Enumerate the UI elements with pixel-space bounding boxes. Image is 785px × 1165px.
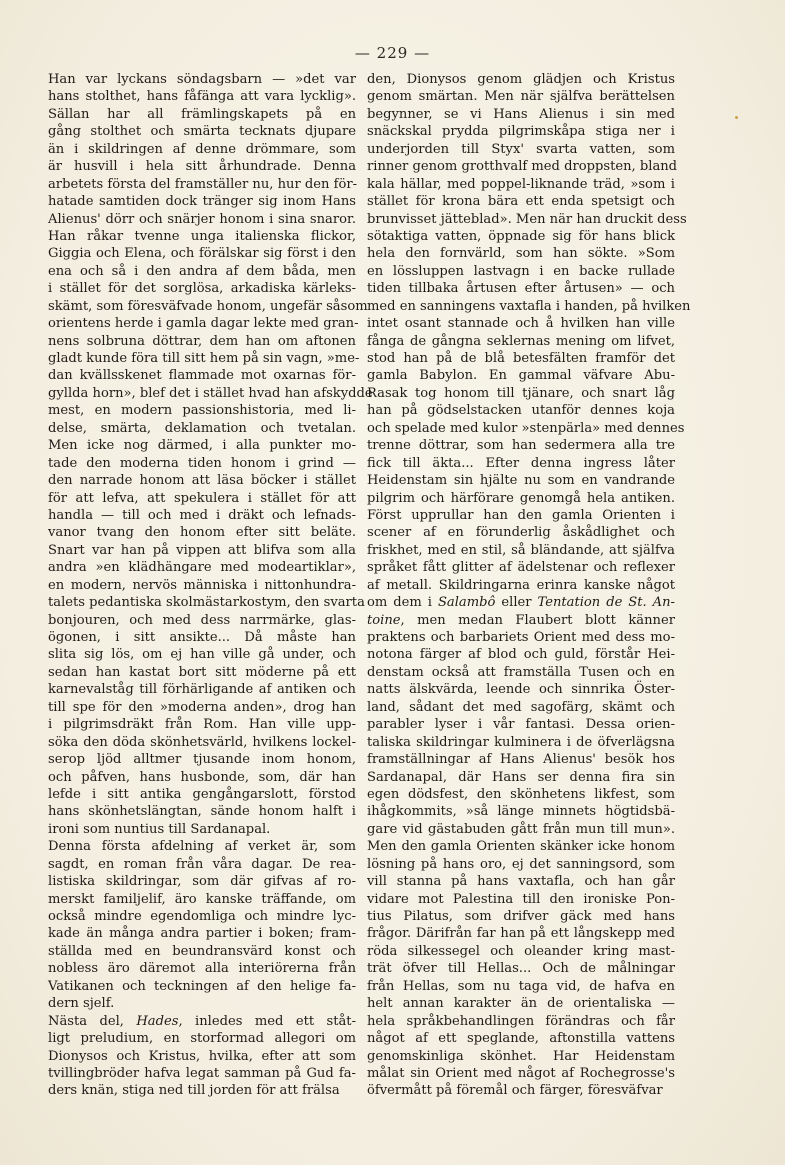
paper-speck: [735, 116, 738, 119]
text-line: slita sig lös, om ej han ville gå under, och: [48, 647, 356, 663]
text-line: nens solbruna döttrar, dem han om aftonen: [48, 333, 356, 349]
text-line: brunvisset jätteblad». Men när han druckit dess: [367, 211, 687, 227]
text-line: pilgrim och härförare genomgå hela antiken.: [367, 490, 675, 506]
text-line: gladt kunde föra till sitt hem på sin vagn, »me-: [48, 351, 360, 366]
text-line: Heidenstam sin hjälte nu som en vandrande: [367, 473, 675, 489]
text-line: karnevalståg till förhärligande af antiken och: [48, 682, 356, 698]
text-line: praktens och barbariets Orient med dess mo-: [367, 630, 675, 645]
text-line: vanor tvang den honom efter sitt beläte.: [48, 525, 356, 541]
text-line: i stället för det sorglösa, arkadiska kärleks-: [48, 281, 356, 297]
text-line: taliska skildringar kulminera i de öfverlägsna: [367, 734, 675, 750]
text-line: andra »en klädhängare med modeartiklar»,: [48, 560, 356, 576]
text-line: bonjouren, och med dess narrmärke, glas-: [48, 612, 356, 628]
text-line: intet osant stannade och å hvilken han ville: [367, 316, 675, 332]
text-line: Snart var han på vippen att blifva som alla: [48, 542, 356, 558]
text-line: dern sjelf.: [48, 996, 115, 1012]
text-line: ihågkommits, »så länge minnets högtidsbä-: [367, 804, 675, 820]
text-line: till spe för den »moderna anden», drog han: [48, 699, 356, 715]
text-line: hatade samtiden dock tränger sig inom Hans: [48, 194, 356, 210]
text-line: Sällan har all främlingskapets på en: [48, 106, 356, 122]
text-line: ställda med en beundransvärd konst och: [48, 943, 356, 959]
text-line: en lössluppen lastvagn i en backe rullade: [367, 263, 675, 279]
text-line: den narrade honom att läsa böcker i stället: [48, 473, 356, 489]
text-line: tvillingbröder hafva legat samman på Gud fa-: [48, 1065, 356, 1081]
text-line: land, sådant det med sagofärg, skämt och: [367, 699, 675, 715]
text-line: snäckskal prydda pilgrimskåpa stiga ner i: [367, 124, 675, 140]
text-line: egen dödsfest, den skönhetens likfest, som: [367, 786, 675, 802]
text-line: nobless äro däremot alla interiörerna från: [48, 961, 356, 977]
text-line: Nästa del, Hades, inledes med ett ståt-: [48, 1013, 356, 1029]
text-line: denstam också att framställa Tusen och en: [367, 664, 675, 680]
text-line: öfvermått på föremål och färger, föresväfvar: [367, 1083, 663, 1099]
text-line: talets pedantiska skolmästarkostym, den svarta: [48, 595, 365, 611]
text-line: trenne döttrar, som han sedermera alla tre: [367, 438, 675, 454]
text-line: mest, en modern passionshistoria, med li-: [48, 403, 356, 419]
text-line: är husvill i hela sitt århundrade. Denna: [48, 159, 356, 175]
text-line: hela den fornvärld, som han sökte. »Som: [367, 246, 675, 262]
text-line: Alienus' dörr och snärjer honom i sina snaror.: [48, 211, 356, 227]
text-line: från Hellas, som nu taga vid, de hafva en: [367, 978, 675, 994]
text-line: sedan han kastat bort sitt möderne på ett: [48, 664, 356, 680]
text-line: stället för krona bära ett enda spetsigt och: [367, 194, 675, 210]
text-line: och påfven, hans husbonde, som, där han: [48, 769, 356, 785]
text-line: Giggia och Elena, och förälskar sig först i den: [48, 246, 356, 262]
text-line: målat sin Orient med något af Rochegrosse's: [367, 1065, 675, 1081]
text-line: något af ett speglande, aftonstilla vattens: [367, 1031, 675, 1047]
text-line: tade den moderna tiden honom i grind —: [48, 455, 356, 471]
text-line: vill stanna på hans vaxtafla, och han går: [367, 874, 675, 890]
text-line: lösning på hans oro, ej det sanningsord, som: [367, 856, 675, 872]
text-line: än i skildringen af denne drömmare, som: [48, 141, 356, 157]
text-line: fånga de gångna seklernas mening om lifvet,: [367, 333, 675, 349]
text-line: merskt familjelif, äro kanske träffande, om: [48, 891, 356, 907]
text-line: söka den döda skönhetsvärld, hvilkens lockel-: [48, 734, 356, 750]
text-line: skämt, som föresväfvade honom, ungefär såsom: [48, 298, 368, 314]
text-line: rinner genom grotthvalf med droppsten, bland: [367, 159, 678, 175]
text-line: Rasak tog honom till tjänare, och snart låg: [367, 385, 675, 401]
text-line: serop ljöd alltmer tjusande inom honom,: [48, 752, 356, 768]
text-line: listiska skildringar, som där gifvas af ro-: [48, 874, 356, 890]
text-line: Dionysos och Kristus, hvilka, efter att som: [48, 1048, 356, 1064]
text-line: Han råkar tvenne unga italienska flickor,: [48, 228, 356, 244]
text-line: gare vid gästabuden gått från mun till mun».: [367, 821, 675, 837]
text-line: han på gödselstacken utanför dennes koja: [367, 403, 675, 419]
text-line: gamla Babylon. En gammal väfvare Abu-: [367, 368, 675, 384]
text-line: Först upprullar han den gamla Orienten i: [367, 507, 675, 523]
text-line: lefde i sitt antika gengångarslott, förstod: [48, 786, 356, 802]
text-line: scener af en förunderlig åskådlighet och: [367, 525, 675, 541]
text-line: med en sanningens vaxtafla i handen, på hvilken: [367, 298, 691, 314]
text-line: ligt preludium, en storformad allegori om: [48, 1031, 356, 1047]
text-line: parabler lyser i vår fantasi. Dessa orien-: [367, 717, 675, 733]
text-line: vidare mot Palestina till den ironiske Pon-: [367, 891, 675, 907]
text-line: hans skönhetslängtan, sände honom halft i: [48, 804, 356, 820]
text-line: helt annan karakter än de orientaliska —: [367, 996, 675, 1012]
text-line: Vatikanen och teckningen af den helige fa-: [48, 978, 356, 994]
text-line: i pilgrimsdräkt från Rom. Han ville upp-: [48, 717, 356, 733]
text-line: den, Dionysos genom glädjen och Kristus: [367, 72, 675, 87]
text-line: toine, men medan Flaubert blott känner: [367, 612, 675, 628]
text-line: hans stolthet, hans fåfänga att vara lycklig».: [48, 89, 356, 105]
text-line: ögonen, i sitt ansikte... Då måste han: [48, 630, 356, 645]
text-line: ironi som nuntius till Sardanapal.: [48, 821, 271, 837]
text-line: och spelade med kulor »stenpärla» med dennes: [367, 420, 685, 436]
text-line: kade än många andra partier i boken; fram-: [48, 926, 356, 942]
text-line: trät öfver till Hellas... Och de målningar: [367, 961, 675, 977]
text-line: ders knän, stiga ned till jorden för att frälsa: [48, 1083, 340, 1099]
text-line: kala hällar, med poppel-liknande träd, »som i: [367, 176, 675, 192]
text-line: gång stolthet och smärta tecknats djupare: [48, 124, 356, 140]
text-line: genomskinliga skönhet. Har Heidenstam: [367, 1048, 675, 1064]
text-line: frågor. Därifrån far han på ett långskepp med: [367, 926, 675, 942]
text-line: röda silkessegel och oleander kring mast-: [367, 943, 675, 959]
text-line: sagdt, en roman från våra dagar. De rea-: [48, 856, 356, 872]
text-line: språket fått glitter af ädelstenar och reflexer: [367, 560, 675, 576]
text-line: af metall. Skildringarna erinra kanske något: [367, 577, 675, 593]
text-line: friskhet, med en stil, så bländande, att själfva: [367, 542, 675, 558]
text-line: hela språkbehandlingen förändras och får: [367, 1013, 675, 1029]
text-line: stod han på de blå betesfälten framför det: [367, 351, 675, 366]
text-line: framställningar af Hans Alienus' besök hos: [367, 752, 675, 768]
text-line: sötaktiga vatten, öppnade sig för hans blick: [367, 228, 675, 244]
text-line: fick till äkta... Efter denna ingress låter: [367, 455, 675, 471]
text-line: ena och så i den andra af dem båda, men: [48, 263, 356, 279]
text-line: också mindre egendomliga och mindre lyc-: [48, 909, 356, 924]
text-line: orientens herde i gamla dagar lekte med gran-: [48, 316, 359, 332]
text-line: dan kvällsskenet flammade mot oxarnas för-: [48, 368, 356, 384]
text-line: notona färger af blod och guld, förstår Hei-: [367, 647, 675, 663]
text-line: tius Pilatus, som drifver gäck med hans: [367, 909, 675, 924]
text-line: Men icke nog därmed, i alla punkter mo-: [48, 438, 356, 454]
text-line: tiden tillbaka årtusen efter årtusen» — och: [367, 281, 675, 297]
right-text-column: [367, 71, 691, 1100]
text-line: arbetets första del framställer nu, hur den för-: [48, 176, 358, 192]
text-line: Men den gamla Orienten skänker icke honom: [367, 839, 675, 855]
text-line: en modern, nervös människa i nittonhundra-: [48, 577, 356, 593]
text-line: för att lefva, att spekulera i stället för att: [48, 490, 356, 506]
text-line: natts älskvärda, leende och sinnrika Öster-: [367, 682, 675, 698]
text-line: om dem i Salambô eller Tentation de St. An-: [367, 595, 675, 611]
left-text-column: [48, 71, 373, 1100]
page-number: — 229 —: [354, 44, 431, 62]
text-line: delse, smärta, deklamation och tvetalan.: [48, 420, 356, 436]
text-line: underjorden till Styx' svarta vatten, som: [367, 141, 675, 157]
text-line: Sardanapal, där Hans ser denna fira sin: [367, 769, 675, 785]
text-line: gyllda horn», blef det i stället hvad han afskydde: [48, 385, 373, 401]
text-line: handla — till och med i dräkt och lefnads-: [48, 507, 356, 523]
text-line: genom smärtan. Men när själfva berättelsen: [367, 89, 675, 105]
text-line: begynner, se vi Hans Alienus i sin med: [367, 106, 675, 122]
text-line: Han var lyckans söndagsbarn — »det var: [48, 72, 356, 87]
text-line: Denna första afdelning af verket är, som: [48, 839, 356, 855]
